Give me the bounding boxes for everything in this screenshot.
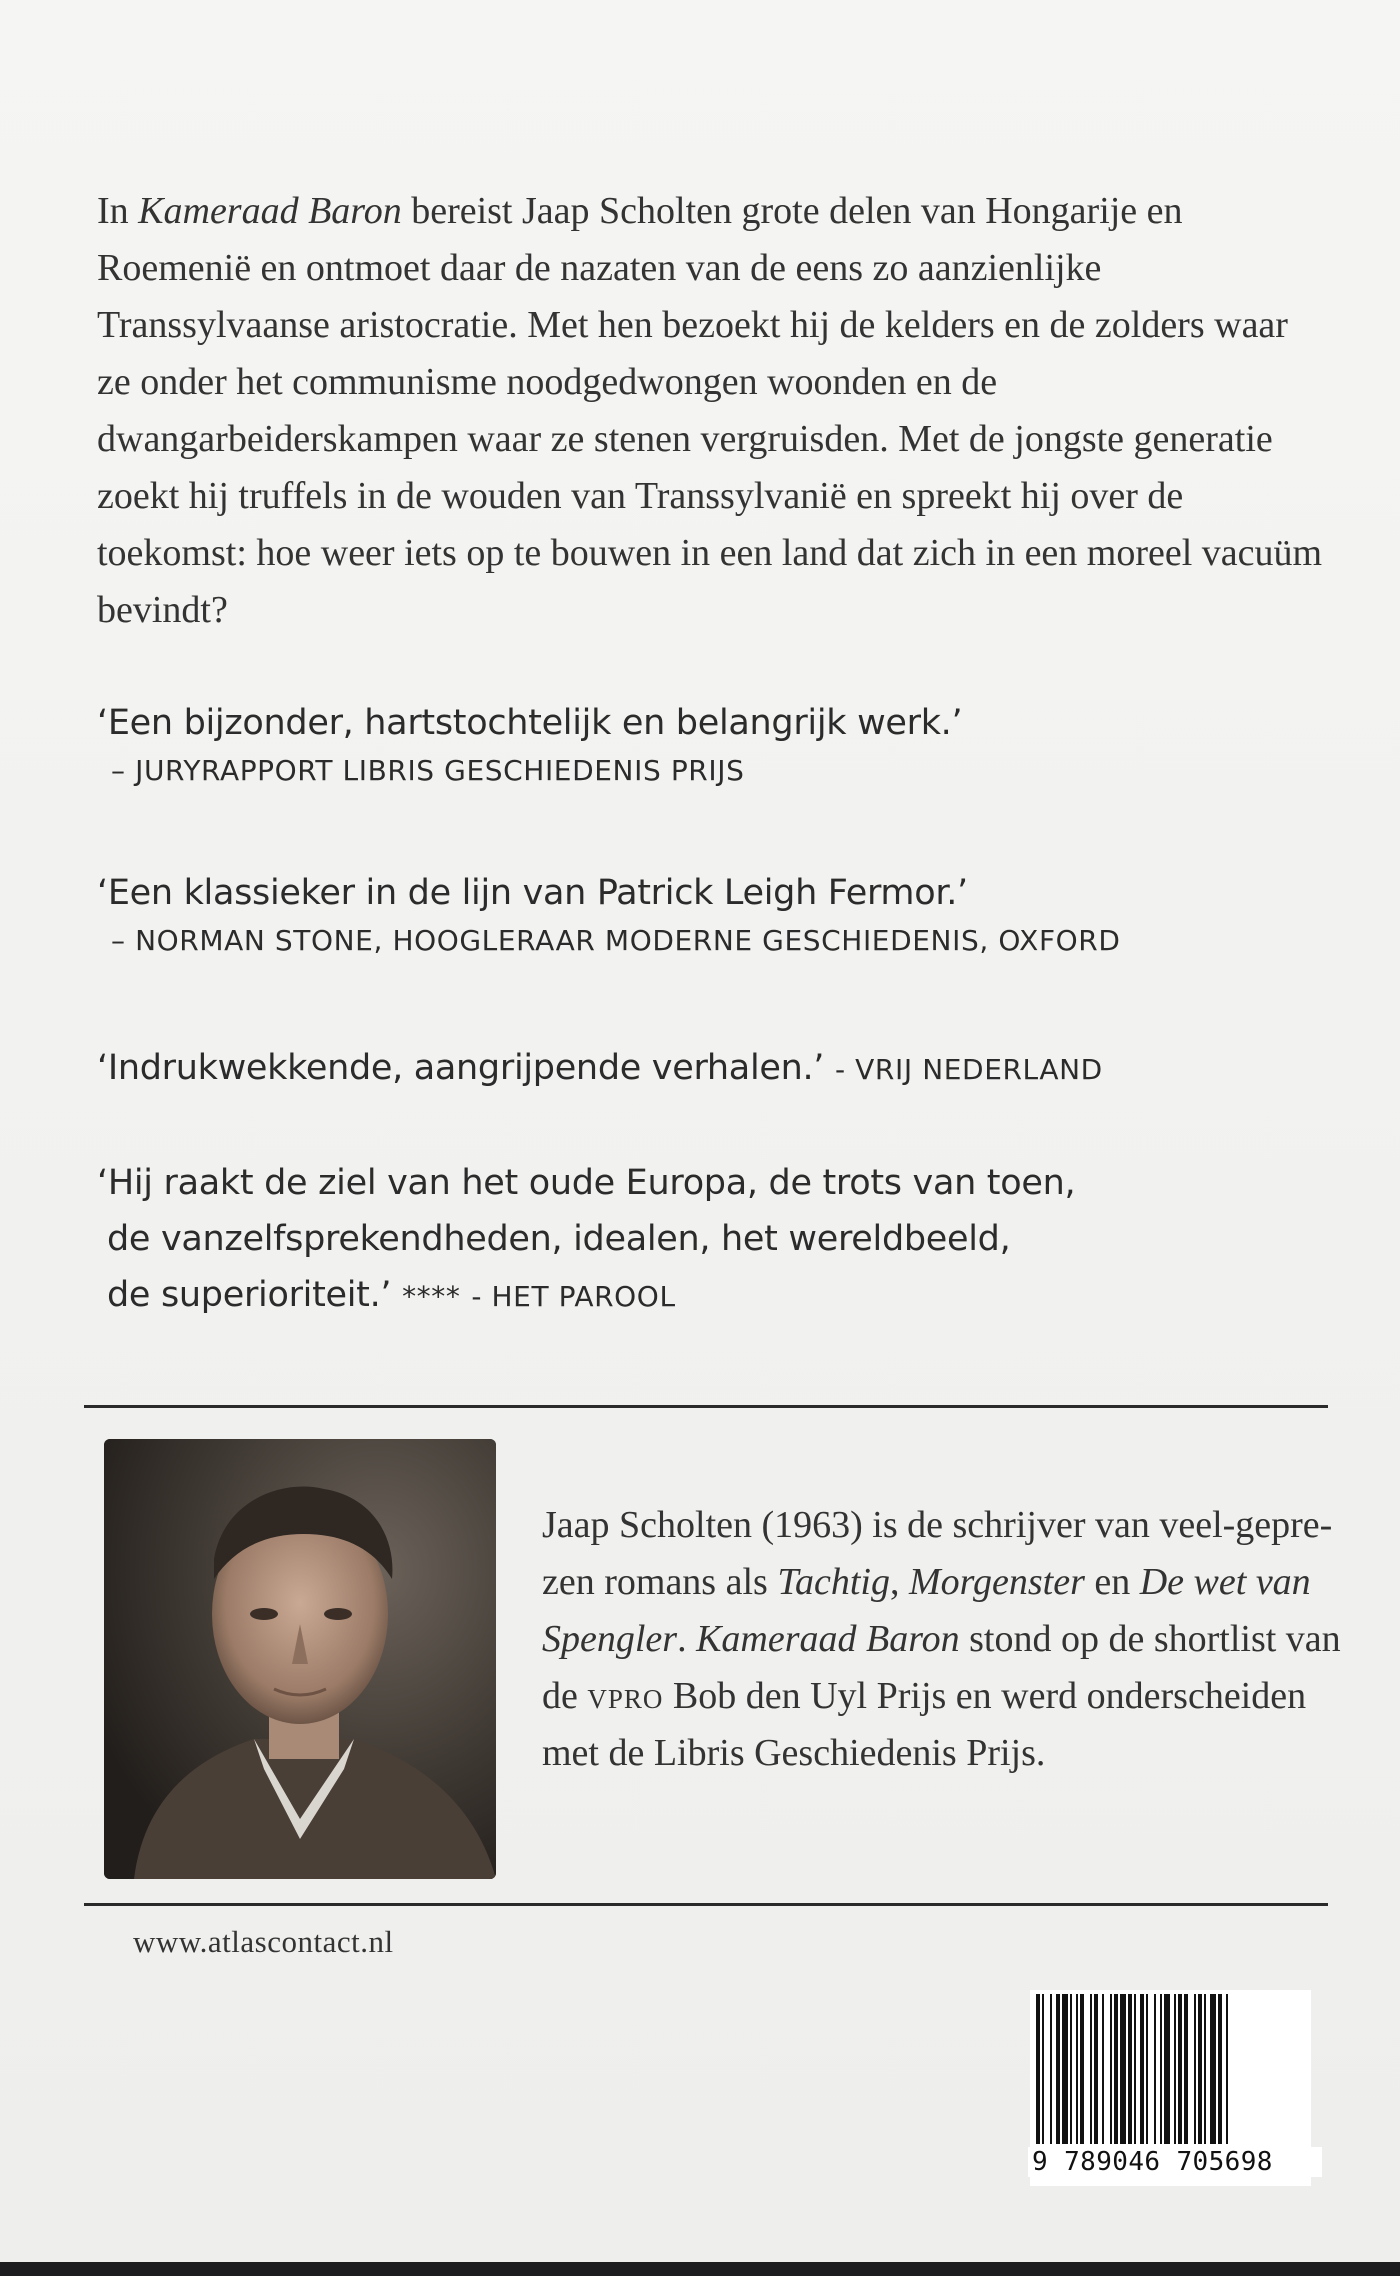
review-quote-text: ‘Indrukwekkende, aangrijpende verhalen.’ [97, 1048, 825, 1088]
barcode-bar [1128, 1994, 1132, 2144]
review-rating: **** [402, 1280, 461, 1313]
barcode-bar [1062, 1994, 1068, 2144]
barcode-bar [1120, 1994, 1126, 2144]
review-quote-text: ‘Een bijzonder, hartstochtelijk en belangrijk werk.’ [97, 703, 963, 743]
author-portrait-image [104, 1439, 496, 1879]
barcode-bar [1226, 1994, 1228, 2144]
isbn-number: 9 789046 705698 [1028, 2147, 1322, 2177]
author-bio-text: en [1094, 1561, 1131, 1603]
barcode-bar [1102, 1994, 1104, 2144]
barcode-bar [1094, 1994, 1098, 2144]
barcode-bar [1174, 1994, 1176, 2144]
broadcaster-name: vpro [587, 1675, 664, 1717]
divider-top [84, 1405, 1328, 1408]
author-photo [104, 1439, 496, 1879]
barcode-bar [1050, 1994, 1052, 2144]
barcode-bar [1146, 1994, 1148, 2144]
barcode-bar [1218, 1994, 1222, 2144]
book-title: De wet van Spengler [542, 1561, 1311, 1660]
barcode-bar [1090, 1994, 1092, 2144]
review-quote-line: de superioriteit.’ [107, 1275, 392, 1315]
barcode-bar [1194, 1994, 1196, 2144]
barcode-bar [1134, 1994, 1136, 2144]
barcode-bars [1030, 1990, 1311, 2150]
barcode-bar [1056, 1994, 1060, 2144]
review-quote-4 [97, 1155, 1337, 1325]
barcode-bar [1164, 1994, 1170, 2144]
barcode-bar [1114, 1994, 1118, 2144]
barcode-bar [1080, 1994, 1084, 2144]
review-quote-2 [97, 865, 1337, 961]
bottom-edge-strip [0, 2262, 1400, 2276]
book-blurb [97, 183, 1327, 639]
barcode-bar [1198, 1994, 1202, 2144]
barcode-bar [1204, 1994, 1206, 2144]
review-quote-source: - VRIJ NEDERLAND [834, 1053, 1103, 1086]
divider-bottom [84, 1903, 1328, 1906]
barcode-bar [1110, 1994, 1112, 2144]
author-bio-text: Jaap Scholten (1963) is de schrijver van veel-geprezen romans als [542, 1504, 1333, 1603]
review-quote-source: - HET PAROOL [471, 1280, 676, 1313]
barcode-bar [1042, 1994, 1044, 2144]
blurb-text: bereist Jaap Scholten grote delen van Hongarije en Roemenië en ontmoet daar de nazaten van de eens zo aanzienlijke Transsylvaanse aristocratie. Met hen bezoekt hij de kelders en de zolders waar ze onder het communisme noodgedwongen woonden en de dwangarbeiderskampen waar ze stenen vergruisden. Met de jongste generatie zoekt hij truffels in de wouden van Transsylvanië en spreekt hij over de toekomst: hoe weer iets op te bouwen in een land dat zich in een moreel vacuüm bevindt? [97, 190, 1323, 631]
review-quote-line: de vanzelfsprekendheden, idealen, het wereldbeeld, [107, 1219, 1011, 1259]
author-bio-text: stond op de shortlist van de [542, 1618, 1341, 1717]
author-bio-text: Bob den Uyl Prijs en werd onderscheiden met de Libris Geschiedenis Prijs. [542, 1675, 1307, 1774]
review-quote-source: – NORMAN STONE, HOOGLERAAR MODERNE GESCHIEDENIS, OXFORD [111, 924, 1121, 957]
barcode-bar [1076, 1994, 1078, 2144]
barcode-bar [1160, 1994, 1162, 2144]
author-bio [542, 1497, 1352, 1782]
barcode-bar [1154, 1994, 1156, 2144]
review-quote-3 [97, 1040, 1337, 1098]
barcode-bar [1036, 1994, 1040, 2144]
barcode-bar [1184, 1994, 1188, 2144]
barcode-bar [1070, 1994, 1072, 2144]
publisher-website: www.atlascontact.nl [133, 1924, 394, 1959]
punctuation: . [677, 1618, 687, 1660]
review-quote-source: – JURYRAPPORT LIBRIS GESCHIEDENIS PRIJS [111, 754, 745, 787]
barcode-bar [1178, 1994, 1182, 2144]
book-title: Kameraad Baron [696, 1618, 960, 1660]
blurb-book-title: Kameraad Baron [138, 190, 402, 232]
blurb-intro: In [97, 190, 129, 232]
punctuation: , [889, 1561, 900, 1603]
review-quote-text: ‘Een klassieker in de lijn van Patrick Leigh Fermor.’ [97, 873, 968, 913]
book-title: Tachtig [777, 1561, 890, 1603]
barcode-bar [1210, 1994, 1216, 2144]
review-quote-1 [97, 695, 1337, 791]
barcode-bar [1140, 1994, 1144, 2144]
book-title: Morgenster [908, 1561, 1085, 1603]
review-quote-line: ‘Hij raakt de ziel van het oude Europa, de trots van toen, [97, 1163, 1076, 1203]
